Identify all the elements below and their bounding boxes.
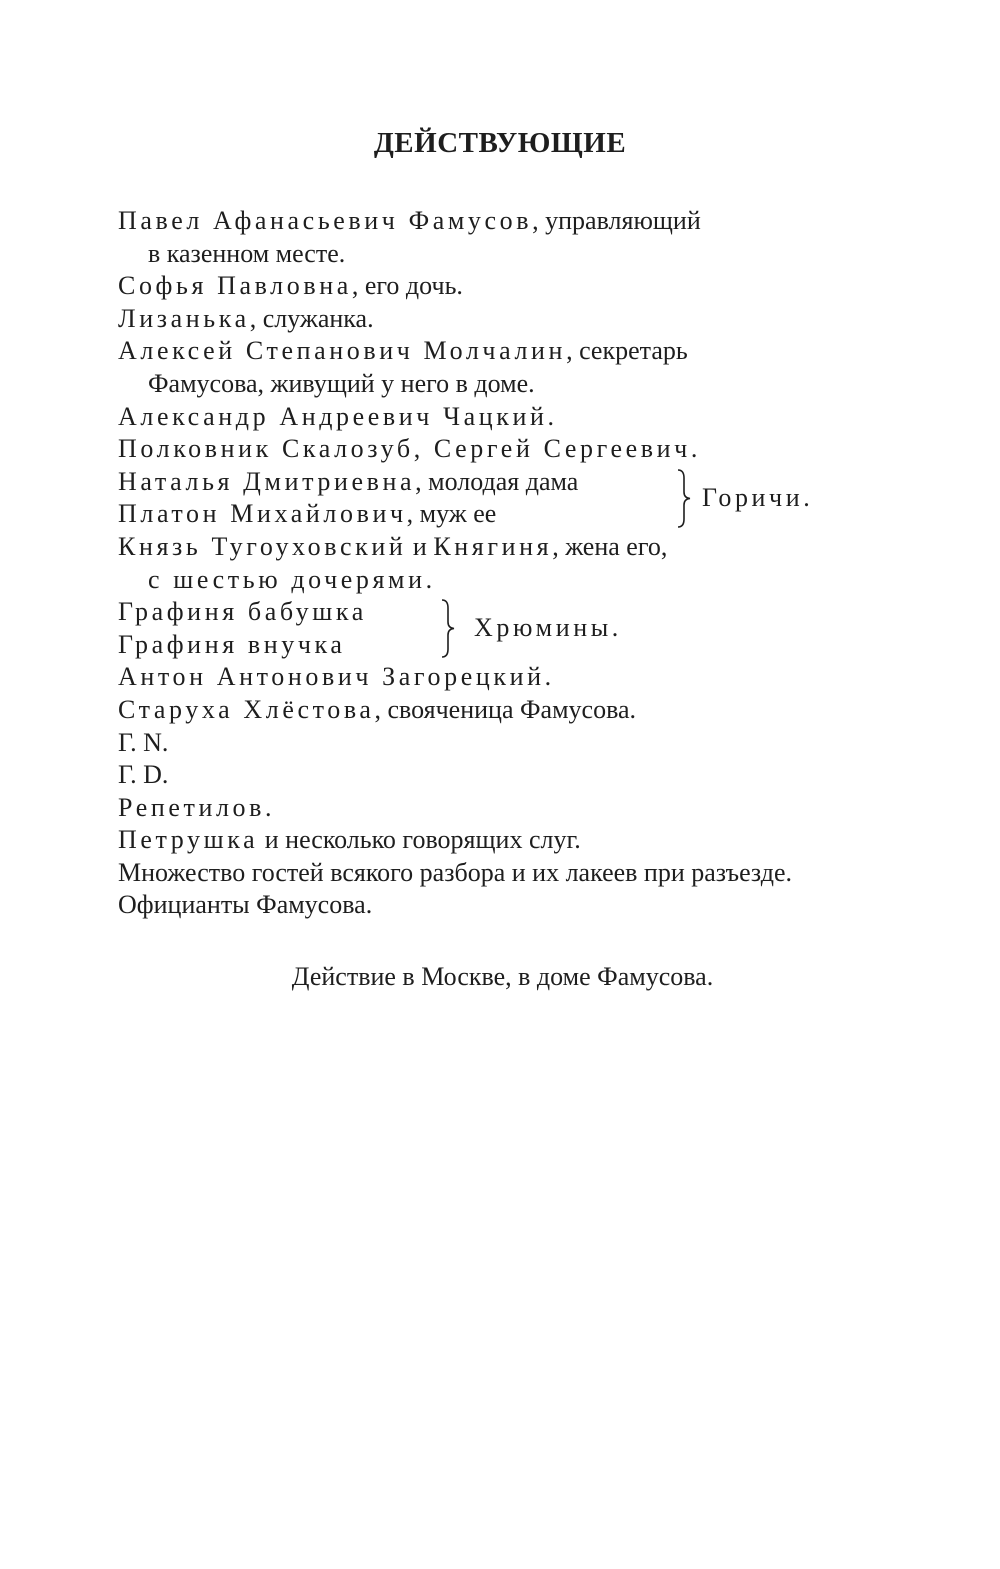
conjunction: и [406, 531, 434, 561]
character-description: , муж ее [406, 499, 497, 529]
cast-group-gorichi [118, 466, 918, 531]
cast-entry-famusov-continued: в казенном месте. [148, 238, 346, 268]
cast-entry-khlestova [118, 694, 918, 727]
character-name: Наталья Дмитриевна [118, 466, 416, 496]
cast-entry-tugoukhovsky [118, 531, 918, 564]
cast-list [118, 205, 918, 922]
cast-entry-countess-granddaughter: Графиня внучка [118, 629, 346, 659]
character-description: , свояченица Фамусова. [374, 694, 637, 724]
character-name: Лизанька [118, 303, 250, 333]
character-name: Алексей Степанович Молчалин [118, 336, 567, 366]
character-name: Софья Павловна [118, 271, 352, 301]
character-name: Князь Тугоуховский [118, 531, 407, 561]
character-name: Платон Михайлович [118, 499, 407, 529]
cast-entry-repetilov: Репетилов. [118, 792, 276, 822]
family-label-gorichi: Горичи. [702, 482, 814, 512]
right-brace-khryumin [440, 598, 456, 659]
cast-entry-chatsky [118, 401, 918, 434]
character-name: Павел Афанасьевич Фамусов [118, 206, 533, 235]
character-description: , его дочь. [351, 271, 463, 301]
cast-entry-zagoretsky [118, 661, 918, 694]
family-label-khryumin: Хрюмины. [474, 613, 622, 643]
character-name: Полковник Скалозуб, Сергей Сергеевич. [118, 434, 701, 464]
character-description: , служанка. [249, 303, 374, 333]
right-brace-gorichi [676, 468, 692, 529]
brace-shape [676, 468, 692, 529]
cast-entry-g-d: Г. D. [118, 760, 169, 790]
cast-entry-molchalin [118, 335, 918, 368]
character-name: Старуха Хлёстова [118, 694, 375, 724]
cast-entry-skalozub [118, 433, 918, 466]
cast-entry-petrushka [118, 824, 918, 857]
cast-entry-waiters: Официанты Фамусова. [118, 890, 373, 920]
cast-entry-molchalin-continued: Фамусова, живущий у него в доме. [148, 368, 535, 398]
cast-entry-famusov [118, 205, 918, 238]
character-name: Княгиня [433, 531, 553, 561]
cast-group-khryumin [118, 596, 918, 661]
cast-entry-g-n: Г. N. [118, 727, 169, 757]
cast-entry-sofya [118, 270, 918, 303]
character-description: , управляющий [532, 206, 701, 235]
page-title: ДЕЙСТВУЮЩИЕ [373, 127, 627, 159]
cast-entry-lizanka [118, 303, 918, 336]
character-description: , секретарь [566, 336, 688, 366]
cast-entry-countess-grandmother: Графиня бабушка [118, 597, 367, 627]
brace-shape [440, 598, 456, 659]
character-name: Александр Андреевич Чацкий. [118, 401, 558, 431]
cast-entry-tugoukhovsky-continued: с шестью дочерями. [148, 564, 436, 594]
character-name: Петрушка [118, 825, 259, 855]
character-name: Антон Антонович Загорецкий. [118, 662, 555, 692]
character-description: , молодая дама [415, 466, 579, 496]
cast-entry-guests: Множество гостей всякого разбора и их лакеев при разъезде. [118, 857, 792, 887]
setting-note: Действие в Москве, в доме Фамусова. [291, 962, 714, 991]
character-description: и несколько говорящих слуг. [258, 825, 581, 855]
character-description: , жена его, [552, 531, 668, 561]
